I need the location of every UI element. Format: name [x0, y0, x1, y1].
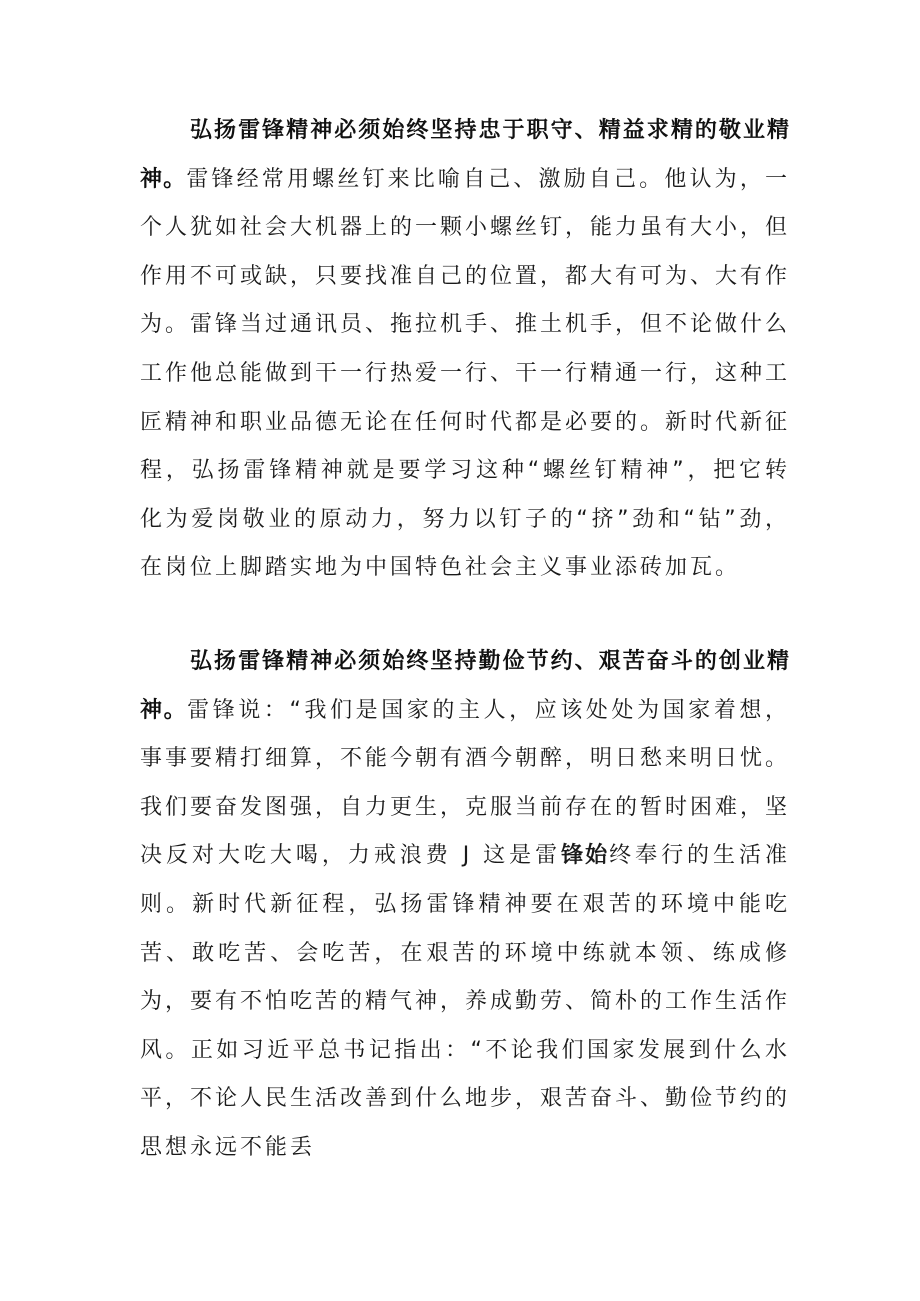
paragraph-lead: 弘扬雷锋精神必须始终坚持勤俭节约、艰苦奋斗的创业精神。	[140, 649, 790, 723]
paragraph-frugality	[140, 638, 790, 1173]
paragraph-dedication	[140, 107, 790, 593]
paragraph-body: 雷锋说：“我们是国家的主人，应该处处为国家着想，事事要精打细算，不能今朝有酒今朝醉，明日愁来明日忧。我们要奋发图强，自力更生，克服当前存在的暂时困难，坚决反对大吃大喝，力戒浪费 J 这是雷	[140, 697, 791, 869]
paragraph-body-bold: 锋始	[561, 843, 610, 869]
paragraph-body: 雷锋经常用螺丝钉来比喻自己、激励自己。他认为，一个人犹如社会大机器上的一颗小螺丝钉，能力虽有大小，但作用不可或缺，只要找准自己的位置，都大有可为、大有作为。雷锋当过通讯员、拖拉机手、推土机手，但不论做什么工作他总能做到干一行热爱一行、干一行精通一行，这种工匠精神和职业品德无论在任何时代都是必要的。新时代新征程，弘扬雷锋精神就是要学习这种“螺丝钉精神”，把它转化为爱岗敬业的原动力，努力以钉子的“挤”劲和“钻”劲，在岗位上脚踏实地为中国特色社会主义事业添砖加瓦。	[140, 166, 791, 581]
paragraph-body-rest: 终奉行的生活准则。新时代新征程，弘扬雷锋精神要在艰苦的环境中能吃苦、敢吃苦、会吃苦，在艰苦的环境中练就本领、练成修为，要有不怕吃苦的精气神，养成勤劳、简朴的工作生活作风。正如习近平总书记指出：“不论我们国家发展到什么水平，不论人民生活改善到什么地步，艰苦奋斗、勤俭节约的思想永远不能丢	[140, 843, 791, 1160]
paragraph-lead: 弘扬雷锋精神必须始终坚持忠于职守、精益求精的敬业精神。	[140, 118, 790, 192]
